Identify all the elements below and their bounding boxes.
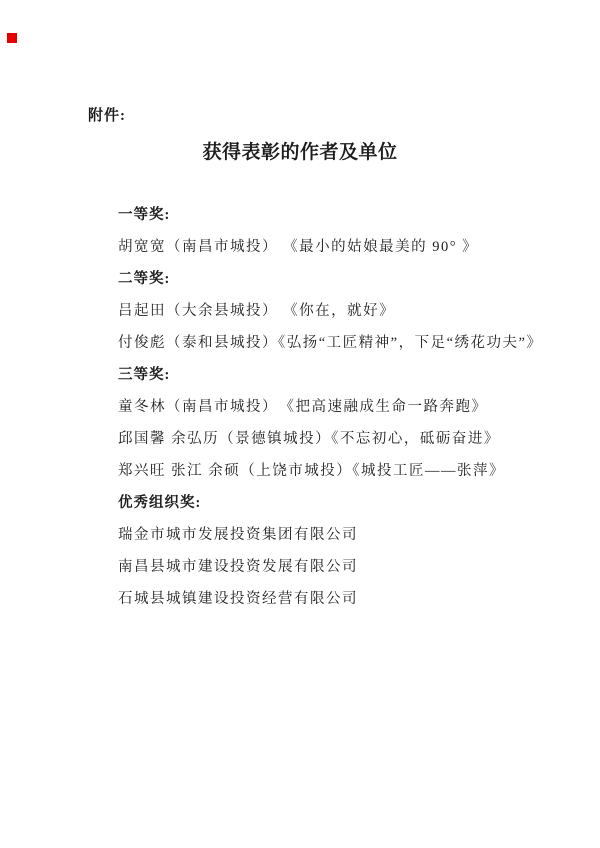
prize-heading: 三等奖: [118,367,171,383]
page-marker [7,33,17,43]
prize-heading: 一等奖: [118,207,171,223]
award-entry: 瑞金市城市发展投资集团有限公司 [118,527,358,543]
award-entry: 吕起田（大余县城投） 《你在，就好》 [118,303,396,319]
award-entry: 邱国馨 余弘历（景德镇城投）《不忘初心，砥砺奋进》 [118,431,500,447]
award-entry: 南昌县城市建设投资发展有限公司 [118,559,358,575]
award-entry: 郑兴旺 张江 余硕（上饶市城投）《城投工匠——张萍》 [118,463,505,479]
award-entry: 付俊彪（泰和县城投）《弘扬“工匠精神”，下足“绣花功夫”》 [118,335,543,351]
award-entry: 石城县城镇建设投资经营有限公司 [118,591,358,607]
award-entry: 童冬林（南昌市城投） 《把高速融成生命一路奔跑》 [118,399,488,415]
prize-heading: 优秀组织奖: [118,495,202,511]
award-list [118,199,580,615]
attachment-label: 附件: [88,108,126,124]
award-entry: 胡宽宽（南昌市城投） 《最小的姑娘最美的 90° 》 [118,239,479,255]
page-title: 获得表彰的作者及单位 [202,142,398,163]
prize-heading: 二等奖: [118,271,171,287]
